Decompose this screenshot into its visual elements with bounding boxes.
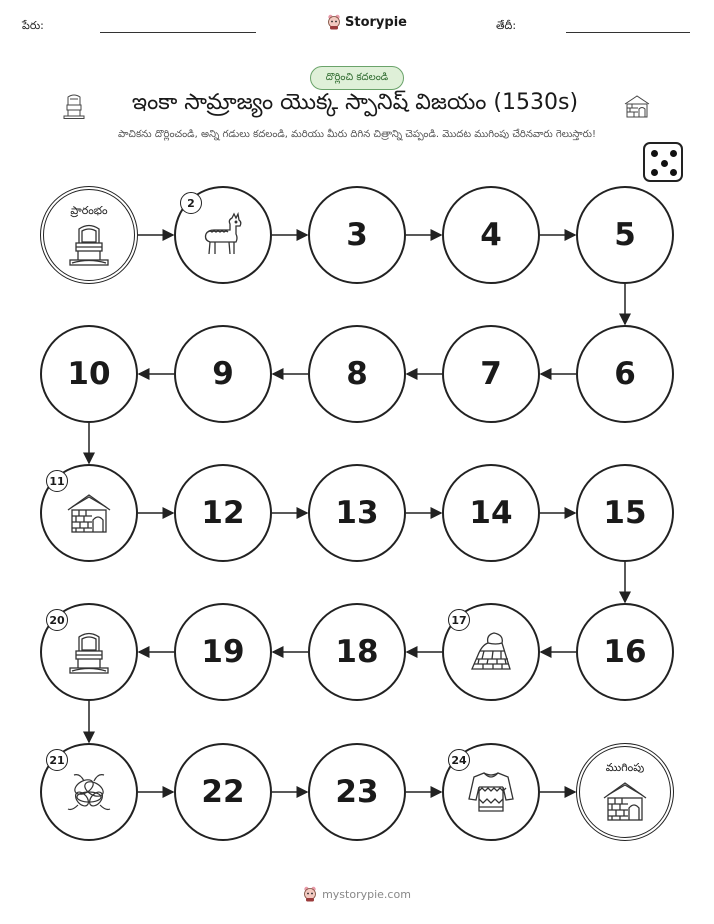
space-number-badge: 17 [448,609,470,631]
stone-house-icon [600,778,650,824]
sweater-icon [466,769,516,815]
board-space-6[interactable] [576,325,674,423]
name-label: పేరు: [22,19,44,32]
instructions-text: పాచికను దొర్లించండి, అన్ని గడులు కదలండి, మరియు మీరు దిగిన చిత్రాన్ని చెప్పండి. మొదట ముగింపు చేరినవారు గెలుస్తారు! [117,129,597,140]
space-number: 16 [603,634,647,670]
throne-icon [64,629,114,675]
space-number: 19 [201,634,245,670]
space-number: 3 [346,217,368,253]
space-label: ప్రారంభం [70,204,108,217]
board-space-22[interactable] [174,743,272,841]
board-space-21[interactable] [40,743,138,841]
date-label: తేదీ: [496,19,517,32]
board-space-start[interactable] [40,186,138,284]
board-space-finish[interactable] [576,743,674,841]
space-number: 14 [469,495,513,531]
space-number: 13 [335,495,379,531]
board-space-3[interactable] [308,186,406,284]
space-number-badge: 11 [46,470,68,492]
space-number: 15 [603,495,647,531]
board-space-19[interactable] [174,603,272,701]
board-space-14[interactable] [442,464,540,562]
board-space-20[interactable] [40,603,138,701]
roll-and-move-tag: దొర్లించి కదలండి [310,66,404,90]
board-space-17[interactable] [442,603,540,701]
board-space-18[interactable] [308,603,406,701]
storypie-mascot-icon [303,886,317,902]
board-space-4[interactable] [442,186,540,284]
space-number-badge: 21 [46,749,68,771]
board-space-23[interactable] [308,743,406,841]
board-space-16[interactable] [576,603,674,701]
board-space-7[interactable] [442,325,540,423]
board-space-11[interactable] [40,464,138,562]
brand-name: Storypie [345,14,407,30]
space-number: 18 [335,634,379,670]
space-number: 10 [67,356,111,392]
page-title: ఇంకా సామ్రాజ్యం యొక్క స్పానిష్ విజయం (1530s) [131,90,579,115]
space-number-badge: 24 [448,749,470,771]
space-number: 4 [480,217,502,253]
board-space-10[interactable] [40,325,138,423]
space-number-badge: 2 [180,192,202,214]
board-space-24[interactable] [442,743,540,841]
board-space-8[interactable] [308,325,406,423]
board-space-13[interactable] [308,464,406,562]
space-number: 12 [201,495,245,531]
board-space-9[interactable] [174,325,272,423]
space-number-badge: 20 [46,609,68,631]
board-space-5[interactable] [576,186,674,284]
space-number: 8 [346,356,368,392]
throne-icon [64,221,114,267]
llama-icon [198,212,248,258]
space-number: 9 [212,356,234,392]
space-number: 5 [614,217,636,253]
footer [0,886,714,902]
rope-knots-icon [64,769,114,815]
board-space-15[interactable] [576,464,674,562]
stone-house-icon [64,490,114,536]
board-space-2[interactable] [174,186,272,284]
footer-url: mystorypie.com [322,887,411,901]
space-number: 22 [201,774,245,810]
space-number: 6 [614,356,636,392]
space-number: 23 [335,774,379,810]
space-label: ముగింపు [605,761,645,774]
space-number: 7 [480,356,502,392]
board-space-12[interactable] [174,464,272,562]
stone-wall-icon [466,629,516,675]
